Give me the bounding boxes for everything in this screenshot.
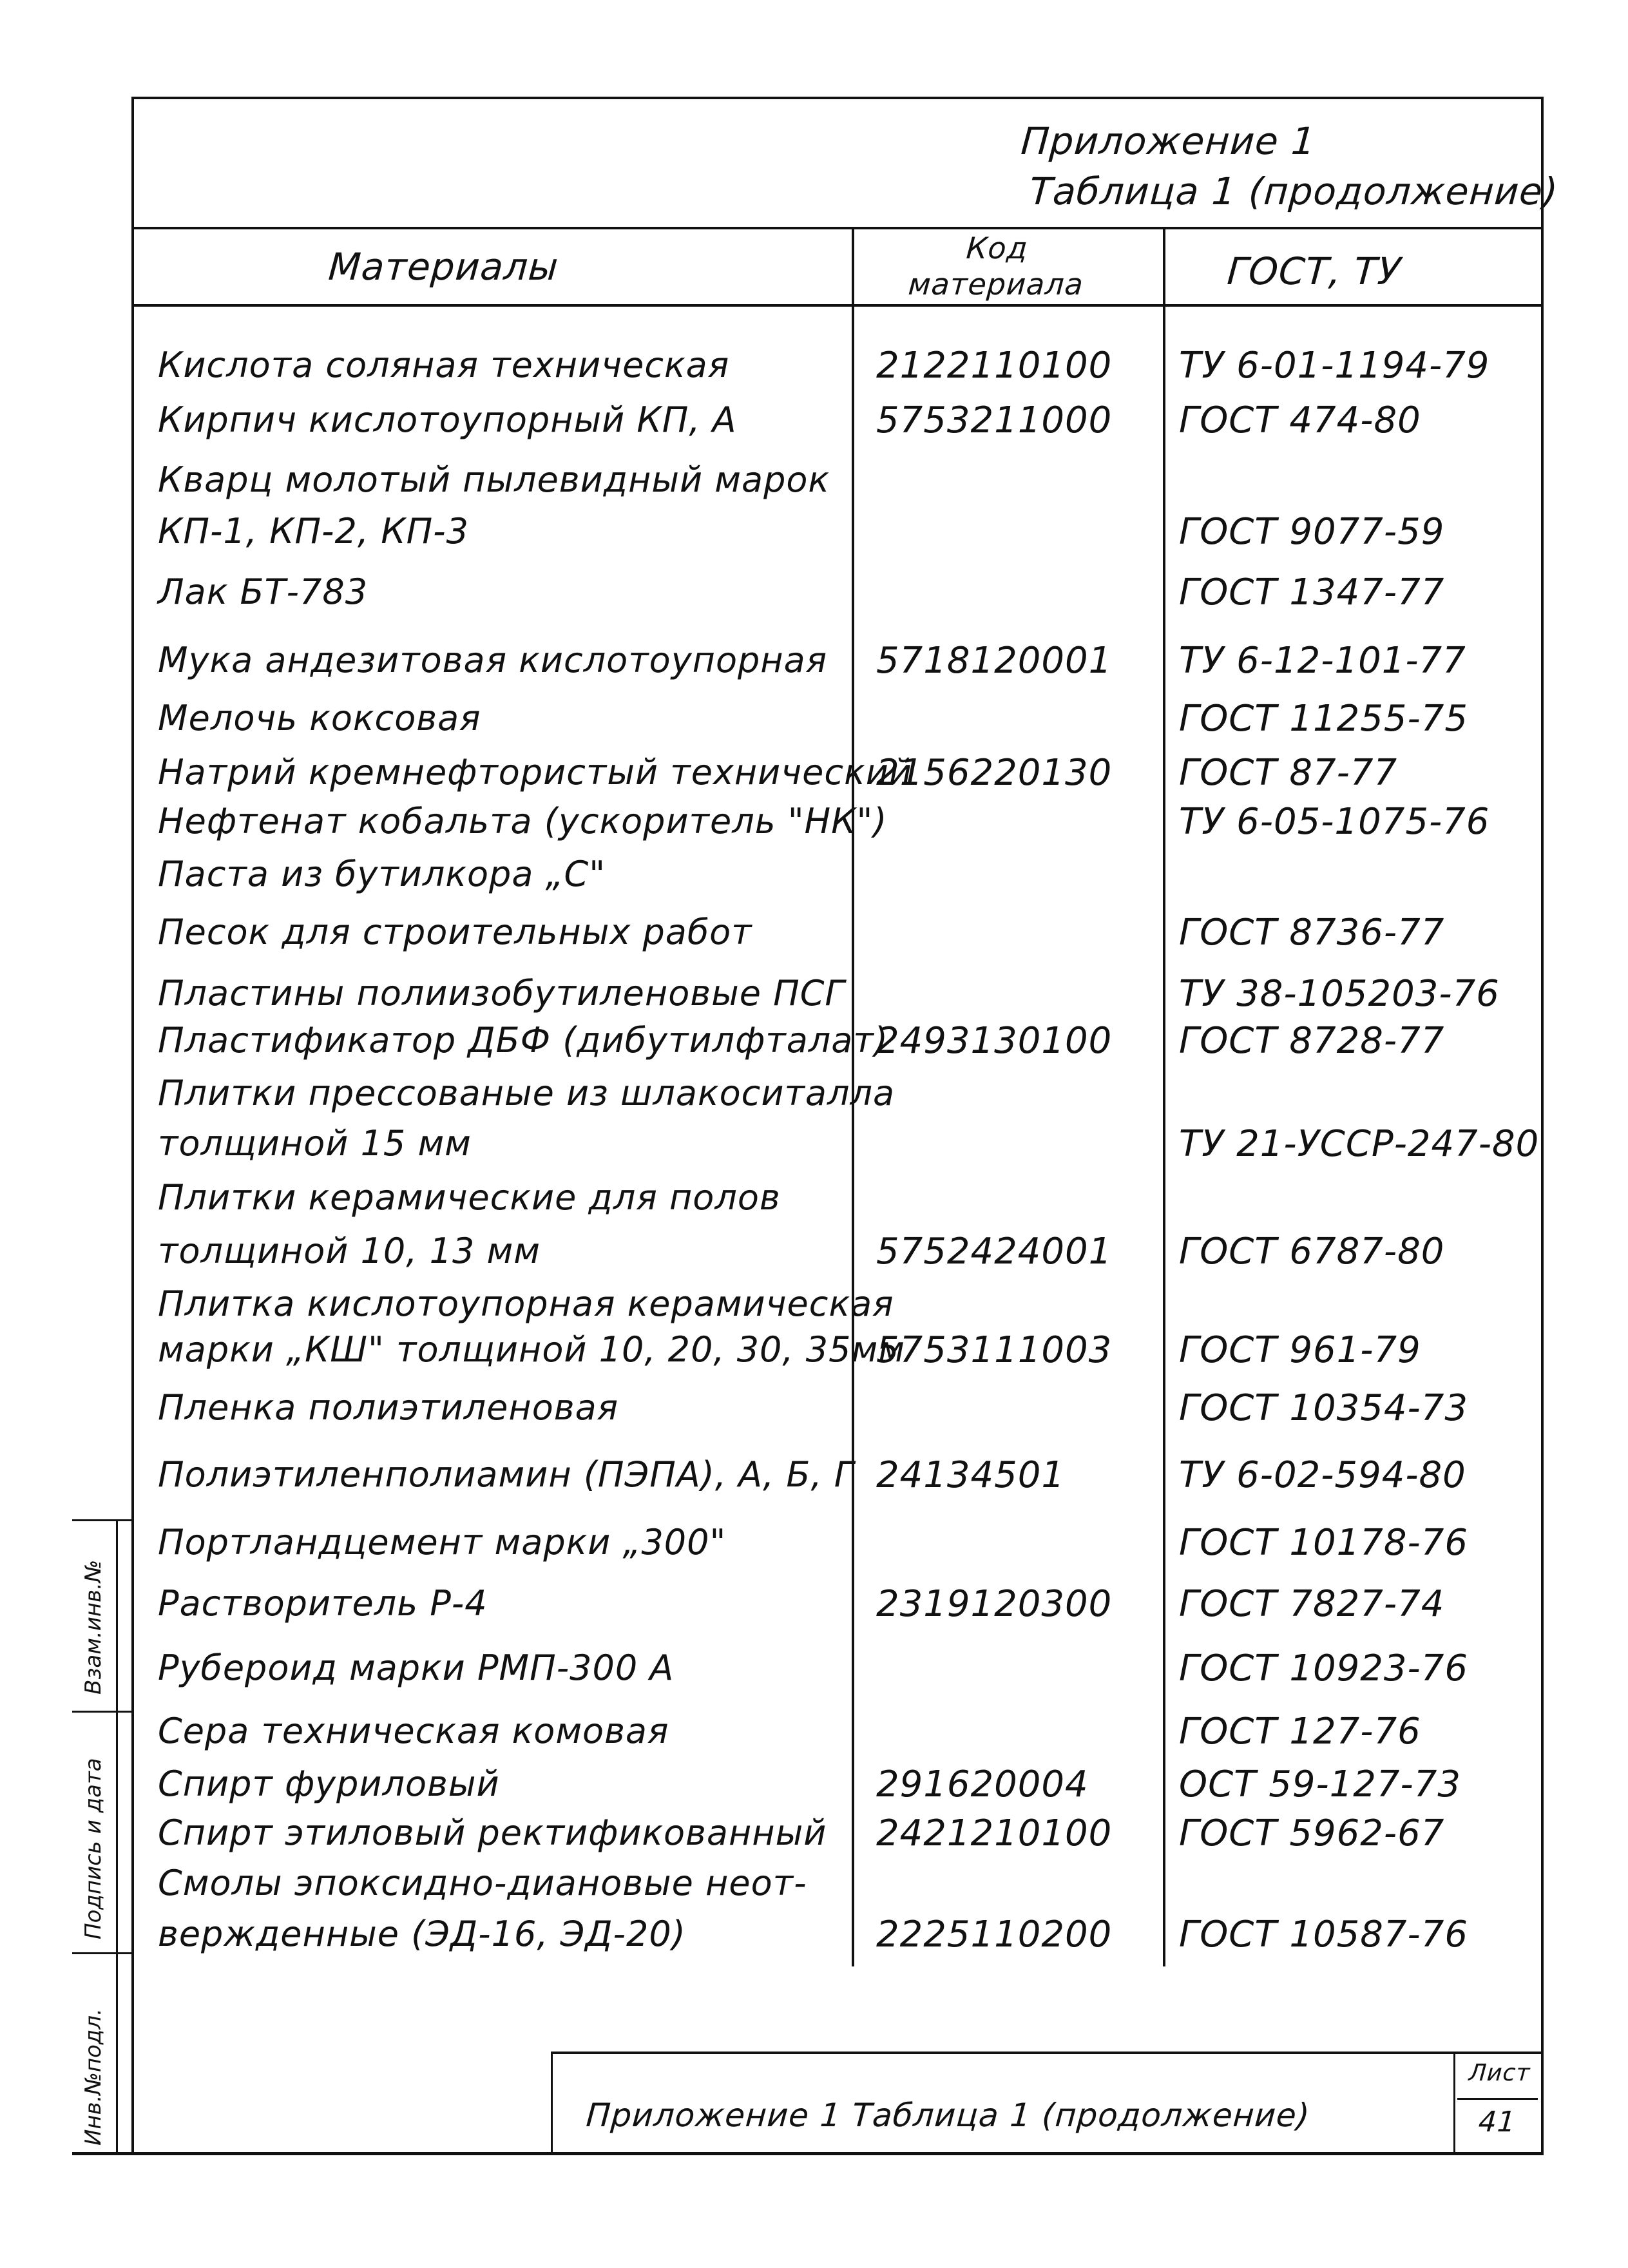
row-code: 2122110100 [876, 345, 1113, 387]
stamp-top-line [72, 1519, 133, 1521]
row-gost: ГОСТ 6787-80 [1179, 1231, 1445, 1273]
stamp-inv-no-orig: Инв.№подл. [81, 2008, 106, 2146]
stamp-signature-date: Подпись и дата [81, 1758, 106, 1939]
column-header-code-line1: Код [965, 231, 1029, 265]
row-material: толщиной 15 мм [158, 1123, 472, 1164]
title-block-left-line [551, 2052, 553, 2153]
row-gost: ТУ 6-05-1075-76 [1179, 801, 1490, 843]
column-header-materials: Материалы [327, 245, 560, 289]
row-material: Полиэтиленполиамин (ПЭПА), А, Б, Г [158, 1454, 854, 1495]
header-bottom-line [133, 304, 1544, 307]
row-material: Лак БТ-783 [158, 572, 369, 612]
row-material: Спирт этиловый ректификованный [158, 1812, 827, 1853]
row-material: Растворитель Р-4 [158, 1583, 488, 1624]
row-material: Паста из бутилкора „С" [158, 854, 606, 894]
row-material: Пластификатор ДБФ (дибутилфталат) [158, 1020, 888, 1061]
appendix-label: Приложение 1 [1019, 119, 1317, 163]
row-gost: ГОСТ 8736-77 [1179, 912, 1445, 954]
row-material: Плитки керамические для полов [158, 1177, 781, 1218]
row-gost: ТУ 6-01-1194-79 [1179, 345, 1490, 387]
frame-right-line [1541, 97, 1544, 2155]
row-gost: ГОСТ 87-77 [1179, 752, 1398, 794]
row-material: Сера техническая комовая [158, 1711, 669, 1751]
row-material: толщиной 10, 13 мм [158, 1231, 541, 1271]
sheet-label: Лист [1468, 2060, 1531, 2086]
row-gost: ТУ 21-УССР-247-80 [1179, 1123, 1540, 1165]
row-code: 2421210100 [876, 1812, 1113, 1854]
row-code: 5752424001 [876, 1231, 1113, 1273]
row-material: Мука андезитовая кислотоупорная [158, 640, 828, 680]
row-material: Плитки прессованые из шлакоситалла [158, 1073, 895, 1113]
row-material: Кислота соляная техническая [158, 345, 730, 385]
stamp-divider-2 [72, 1952, 133, 1954]
row-material: Песок для строительных работ [158, 912, 752, 952]
sheet-box-left-line [1453, 2052, 1455, 2153]
stamp-right-line [116, 1519, 118, 2154]
header-top-line [133, 227, 1544, 229]
row-material: Кирпич кислотоупорный КП, А [158, 399, 737, 440]
row-gost: ГОСТ 127-76 [1179, 1711, 1421, 1753]
row-code: 5753211000 [876, 399, 1113, 441]
title-block-caption: Приложение 1 Таблица 1 (продолжение) [584, 2097, 1312, 2134]
row-material: Смолы эпоксидно-диановые неот- [158, 1863, 807, 1903]
row-code: 2493130100 [876, 1020, 1113, 1062]
row-code: 5753111003 [876, 1329, 1113, 1371]
column-divider-2 [1163, 227, 1165, 1966]
row-code: 2319120300 [876, 1583, 1113, 1625]
row-material: Спирт фуриловый [158, 1763, 500, 1804]
row-gost: ГОСТ 10587-76 [1179, 1914, 1468, 1956]
row-material: Пластины полиизобутиленовые ПСГ [158, 973, 845, 1014]
row-material: Портландцемент марки „300" [158, 1522, 727, 1562]
row-material: вержденные (ЭД-16, ЭД-20) [158, 1914, 686, 1954]
column-header-code-line2: материала [907, 267, 1085, 302]
row-material: Плитка кислотоупорная керамическая [158, 1283, 894, 1324]
row-code: 5718120001 [876, 640, 1113, 682]
row-gost: ГОСТ 10354-73 [1179, 1387, 1468, 1429]
row-material: Нефтенат кобальта (ускоритель "НК") [158, 801, 888, 841]
row-code: 2156220130 [876, 752, 1113, 794]
row-material: Натрий кремнефтористый технический [158, 752, 912, 793]
row-gost: ТУ 38-105203-76 [1179, 973, 1500, 1015]
row-material: Рубероид марки РМП-300 А [158, 1648, 675, 1688]
row-gost: ГОСТ 10923-76 [1179, 1648, 1468, 1689]
title-block-top-line [551, 2052, 1543, 2054]
row-gost: ГОСТ 961-79 [1179, 1329, 1421, 1371]
row-material: Кварц молотый пылевидный марок [158, 459, 830, 500]
sheet-box-divider [1457, 2098, 1538, 2100]
frame-bottom-line [72, 2152, 1544, 2155]
row-gost: ОСТ 59-127-73 [1179, 1763, 1462, 1805]
stamp-replace-inv: Взам.инв.№ [81, 1559, 106, 1695]
row-material: марки „КШ" толщиной 10, 20, 30, 35мм [158, 1329, 905, 1370]
frame-top-line [133, 97, 1544, 99]
stamp-divider-1 [72, 1711, 133, 1713]
row-gost: ТУ 6-12-101-77 [1179, 640, 1466, 682]
row-material: Мелочь коксовая [158, 698, 481, 738]
row-gost: ТУ 6-02-594-80 [1179, 1454, 1466, 1496]
row-code: 2225110200 [876, 1914, 1113, 1956]
row-gost: ГОСТ 474-80 [1179, 399, 1421, 441]
row-code: 24134501 [876, 1454, 1066, 1496]
row-gost: ГОСТ 7827-74 [1179, 1583, 1445, 1625]
row-gost: ГОСТ 8728-77 [1179, 1020, 1445, 1062]
table-title: Таблица 1 (продолжение) [1028, 169, 1560, 213]
frame-left-line [131, 97, 134, 2155]
row-gost: ГОСТ 9077-59 [1179, 511, 1445, 553]
row-gost: ГОСТ 11255-75 [1179, 698, 1468, 740]
row-code: 291620004 [876, 1763, 1089, 1805]
row-gost: ГОСТ 5962-67 [1179, 1812, 1445, 1854]
sheet-number: 41 [1477, 2106, 1517, 2138]
row-material: Пленка полиэтиленовая [158, 1387, 619, 1428]
row-material: КП-1, КП-2, КП-3 [158, 511, 470, 552]
column-header-gost: ГОСТ, ТУ [1225, 249, 1403, 293]
row-gost: ГОСТ 10178-76 [1179, 1522, 1468, 1564]
row-gost: ГОСТ 1347-77 [1179, 572, 1445, 613]
